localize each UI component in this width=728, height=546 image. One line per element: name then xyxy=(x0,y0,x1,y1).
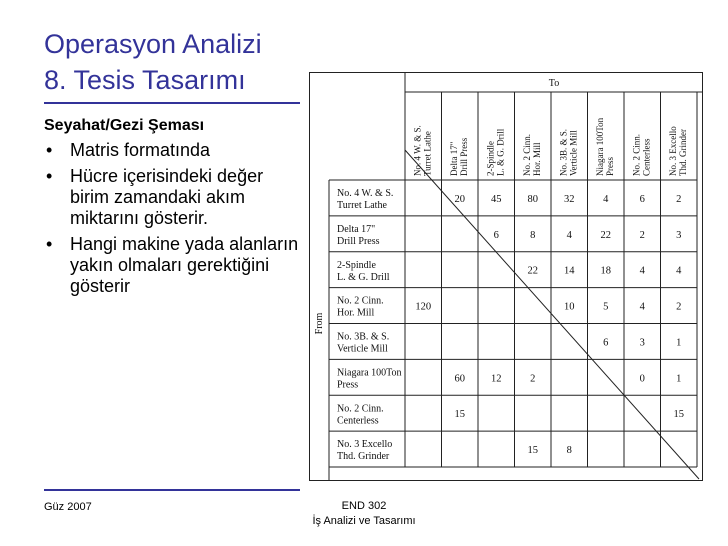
matrix-cell-value: 14 xyxy=(564,265,575,277)
slide-title-line1: Operasyon Analizi xyxy=(44,29,262,59)
row-header: Centerless xyxy=(337,415,379,427)
to-label: To xyxy=(548,78,560,89)
matrix-cell-value: 80 xyxy=(527,193,538,205)
matrix-cell-value: 60 xyxy=(454,373,465,385)
matrix-cell-value: 10 xyxy=(564,301,575,313)
footer-course-name: İş Analizi ve Tasarımı xyxy=(312,515,416,527)
row-header: Verticle Mill xyxy=(337,343,388,355)
column-header: 2-Spindle xyxy=(485,141,496,176)
matrix-cell-value: 5 xyxy=(603,301,609,313)
row-header: Press xyxy=(337,379,359,391)
column-header: Hor. Mill xyxy=(531,142,542,176)
row-header: 2-Spindle xyxy=(337,259,376,271)
matrix-cell-value: 3 xyxy=(639,337,645,349)
column-header: No. 4 W. & S. xyxy=(412,125,423,176)
row-header: No. 2 Cinn. xyxy=(337,403,384,415)
column-header: Thd. Grinder xyxy=(677,129,688,176)
bullet-item: • Matris formatında xyxy=(44,140,304,161)
column-header: Press xyxy=(604,156,615,176)
matrix-cell-value: 4 xyxy=(639,301,645,313)
column-header: L. & G. Drill xyxy=(495,128,506,176)
matrix-cell-value: 2 xyxy=(639,229,645,241)
column-header: Verticle Mill xyxy=(568,130,579,176)
column-header: No. 2 Cinn. xyxy=(631,133,642,176)
row-header: No. 3B. & S. xyxy=(337,331,390,343)
matrix-diagonal xyxy=(405,150,699,479)
matrix-cell-value: 20 xyxy=(454,193,465,205)
row-header: No. 4 W. & S. xyxy=(337,188,394,199)
column-header: No. 2 Cinn. xyxy=(521,133,532,176)
bullet-list xyxy=(44,140,304,302)
footer-course xyxy=(300,499,428,529)
matrix-cell-value: 6 xyxy=(603,337,609,349)
column-header: No. 3B. & S. xyxy=(558,128,569,176)
matrix-cell-value: 4 xyxy=(566,229,572,241)
footer-course-code: END 302 xyxy=(341,500,387,512)
matrix-cell-value: 8 xyxy=(566,445,572,457)
matrix-cell-value: 8 xyxy=(530,229,536,241)
column-header: Drill Press xyxy=(458,137,469,176)
matrix-cell-value: 2 xyxy=(530,373,536,385)
matrix-cell-value: 15 xyxy=(454,409,465,421)
matrix-cell-value: 22 xyxy=(527,265,538,277)
matrix-cell-value: 6 xyxy=(639,193,645,205)
matrix-cell-value: 45 xyxy=(491,193,502,205)
row-header: No. 3 Excello xyxy=(337,439,393,451)
from-to-matrix xyxy=(309,72,703,481)
matrix-cell-value: 15 xyxy=(673,409,684,421)
matrix-cell-value: 120 xyxy=(415,301,432,313)
matrix-cell-value: 3 xyxy=(676,229,682,241)
column-header: Centerless xyxy=(641,138,652,176)
row-header: Niagara 100Ton xyxy=(337,367,402,379)
matrix-cell-value: 4 xyxy=(639,265,645,277)
row-header: Delta 17" xyxy=(337,223,376,235)
row-header: Turret Lathe xyxy=(337,200,387,211)
matrix-cell-value: 15 xyxy=(527,445,538,457)
row-header: L. & G. Drill xyxy=(337,271,390,283)
column-header: Niagara 100Ton xyxy=(594,117,605,176)
footer-semester: Güz 2007 xyxy=(44,501,92,513)
column-header: No. 3 Excello xyxy=(667,126,678,176)
column-header: Turret Lathe xyxy=(422,131,433,176)
matrix-cell-value: 0 xyxy=(639,373,645,385)
footer-divider xyxy=(44,489,300,491)
matrix-cell-value: 12 xyxy=(491,373,502,385)
matrix-cell-value: 1 xyxy=(676,337,682,349)
matrix-cell-value: 32 xyxy=(564,193,575,205)
row-header: Thd. Grinder xyxy=(337,451,390,463)
from-label: From xyxy=(314,312,325,335)
title-divider xyxy=(44,102,300,104)
slide-title-line2: 8. Tesis Tasarımı xyxy=(44,65,246,95)
bullet-item: • Hangi makine yada alanların yakın olmaları gerektiğini gösterir xyxy=(44,234,304,297)
column-header: Delta 17" xyxy=(448,141,459,176)
matrix-cell-value: 4 xyxy=(676,265,682,277)
row-header: Drill Press xyxy=(337,235,380,247)
bullet-item: • Hücre içerisindeki değer birim zamandaki akım miktarını gösterir. xyxy=(44,166,304,229)
matrix-cell-value: 1 xyxy=(676,373,682,385)
row-header: No. 2 Cinn. xyxy=(337,295,384,307)
matrix-cell-value: 2 xyxy=(676,301,682,313)
matrix-cell-value: 4 xyxy=(603,193,609,205)
matrix-cell-value: 2 xyxy=(676,193,682,205)
row-header: Hor. Mill xyxy=(337,307,375,319)
matrix-cell-value: 18 xyxy=(600,265,611,277)
matrix-cell-value: 22 xyxy=(600,229,611,241)
matrix-cell-value: 6 xyxy=(493,229,499,241)
subheading: Seyahat/Gezi Şeması xyxy=(44,117,205,134)
